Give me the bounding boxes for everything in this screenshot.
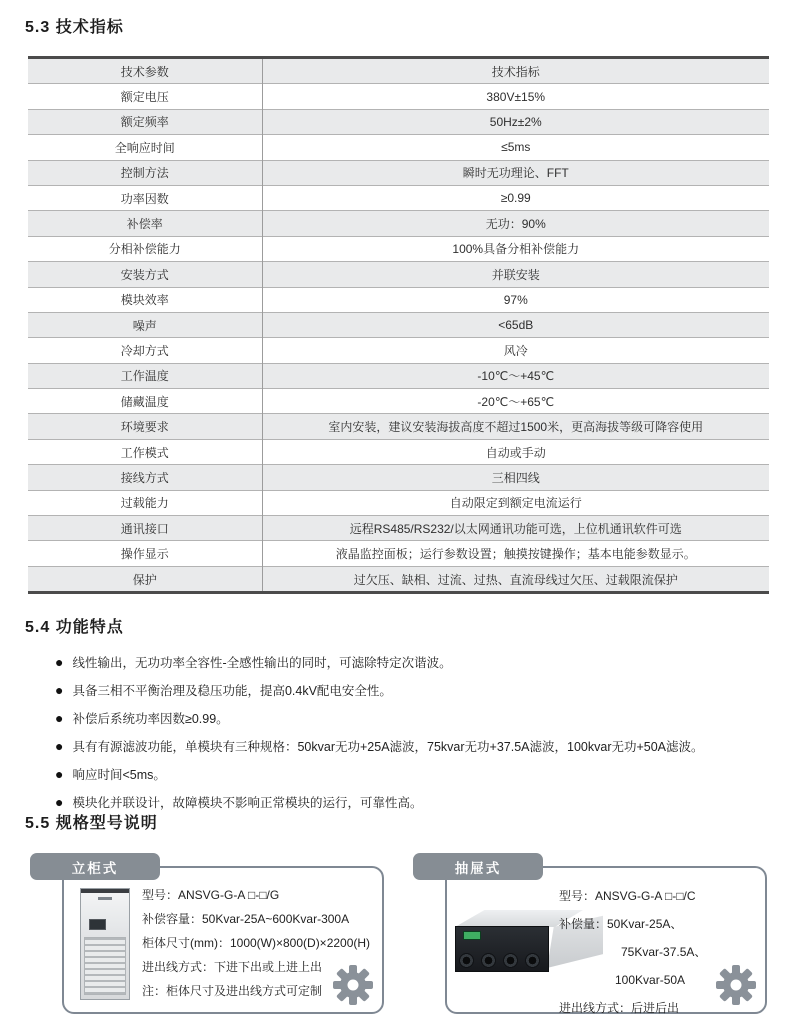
parameter-cell: 模块效率: [28, 287, 262, 312]
feature-text: 补偿后系统功率因数≥0.99。: [72, 712, 229, 726]
feature-list: [55, 648, 704, 816]
value-cell: 室内安装，建议安装海拔高度不超过1500米，更高海拔等级可降容使用: [328, 420, 704, 435]
parameter-cell: 工作温度: [28, 363, 262, 388]
module-fan: [525, 953, 540, 968]
table-row: [28, 109, 769, 134]
bullet-icon: ●: [55, 682, 64, 698]
parameter-cell: 安装方式: [28, 262, 262, 287]
technical-spec-table: [28, 56, 769, 594]
parameter-cell: 补偿率: [28, 211, 262, 236]
spec-line: 补偿容量：50Kvar-25A~600Kvar-300A: [142, 912, 350, 926]
parameter-cell: 噪声: [28, 312, 262, 337]
parameter-cell: 环境要求: [28, 414, 262, 439]
feature-item: [55, 704, 704, 732]
bullet-icon: ●: [55, 766, 64, 782]
table-row: [28, 414, 769, 439]
bullet-icon: ●: [55, 738, 64, 754]
value-cell: ≥0.99: [500, 191, 531, 206]
value-cell: 97%: [503, 292, 528, 307]
parameter-cell: 全响应时间: [28, 135, 262, 160]
cabinet-top-strip: [81, 889, 129, 893]
cabinet-logo: [98, 897, 112, 900]
table-row: [28, 490, 769, 515]
spec-line: 进出线方式：后进后出: [559, 1001, 680, 1015]
feature-item: [55, 732, 704, 760]
table-row: [28, 84, 769, 109]
parameter-cell: 工作模式: [28, 439, 262, 464]
cabinet-screen: [89, 919, 106, 930]
parameter-cell: 保护: [28, 566, 262, 592]
value-cell: 并联安装: [491, 267, 540, 282]
table-row: [28, 135, 769, 160]
value-cell: -20℃～+65℃: [477, 394, 555, 409]
value-cell: -10℃～+45℃: [477, 369, 555, 384]
drawer-type-box: [445, 860, 767, 1015]
feature-item: [55, 760, 704, 788]
spec-line: 柜体尺寸(mm)：1000(W)×800(D)×2200(H): [142, 936, 371, 950]
value-cell: 自动限定到额定电流运行: [449, 496, 582, 511]
feature-text: 具备三相不平衡治理及稳压功能，提高0.4kV配电安全性。: [72, 684, 392, 698]
column-header-parameter: 技术参数: [28, 58, 262, 84]
table-header-row: [28, 58, 769, 84]
value-cell: 100%具备分相补偿能力: [452, 242, 580, 257]
value-cell: 过欠压、缺相、过流、过热、直流母线过欠压、过载限流保护: [353, 572, 678, 587]
feature-text: 模块化并联设计，故障模块不影响正常模块的运行，可靠性高。: [72, 796, 423, 810]
spec-line: 100Kvar-50A: [615, 973, 686, 987]
spec-line: 进出线方式：下进下出或上进上出: [142, 960, 323, 974]
bullet-icon: ●: [55, 710, 64, 726]
table-row: [28, 287, 769, 312]
parameter-cell: 控制方法: [28, 160, 262, 185]
table-row: [28, 211, 769, 236]
table-row: [28, 312, 769, 337]
cabinet-type-box: [62, 860, 384, 1014]
gear-icon: [332, 964, 374, 1006]
spec-line: 补偿量：50Kvar-25A、: [559, 917, 683, 931]
parameter-cell: 额定电压: [28, 84, 262, 109]
module-front-face: [455, 926, 549, 972]
parameter-cell: 功率因数: [28, 185, 262, 210]
table-row: [28, 236, 769, 261]
feature-text: 响应时间<5ms。: [72, 768, 166, 782]
gear-icon: [715, 964, 757, 1006]
parameter-cell: 额定频率: [28, 109, 262, 134]
drawer-type-tab: 抽屉式: [413, 853, 543, 880]
parameter-cell: 通讯接口: [28, 516, 262, 541]
module-display-screen: [463, 931, 481, 940]
feature-text: 具有有源滤波功能，单模块有三种规格：50kvar无功+25A滤波，75kvar无功+37.5A滤波，100kvar无功+50A滤波。: [72, 740, 704, 754]
cabinet-type-tab: 立柜式: [30, 853, 160, 880]
table-row: [28, 185, 769, 210]
table-row: [28, 439, 769, 464]
drawer-spec-lines: [559, 882, 706, 1022]
module-fan: [481, 953, 496, 968]
table-row: [28, 516, 769, 541]
module-fan: [503, 953, 518, 968]
parameter-cell: 操作显示: [28, 541, 262, 566]
parameter-cell: 分相补偿能力: [28, 236, 262, 261]
value-cell: 风冷: [503, 343, 528, 358]
section-5-5-title: 5.5 规格型号说明: [25, 815, 158, 832]
value-cell: 无功：90%: [485, 217, 546, 232]
parameter-cell: 接线方式: [28, 465, 262, 490]
value-cell: 三相四线: [491, 470, 540, 485]
section-5-4-title: 5.4 功能特点: [25, 619, 124, 636]
spec-line: 注：柜体尺寸及进出线方式可定制: [142, 984, 323, 998]
table-row: [28, 541, 769, 566]
value-cell: 380V±15%: [486, 89, 546, 104]
value-cell: ≤5ms: [501, 140, 531, 155]
feature-item: [55, 676, 704, 704]
module-fan: [459, 953, 474, 968]
spec-line: 型号：ANSVG-G-A □-□/G: [142, 888, 280, 902]
spec-line: 75Kvar-37.5A、: [621, 945, 707, 959]
value-cell: 50Hz±2%: [489, 114, 542, 129]
table-row: [28, 160, 769, 185]
parameter-cell: 储藏温度: [28, 389, 262, 414]
table-row: [28, 465, 769, 490]
spec-line: 型号：ANSVG-G-A □-□/C: [559, 889, 696, 903]
parameter-cell: 过载能力: [28, 490, 262, 515]
table-row: [28, 389, 769, 414]
cabinet-vents: [84, 937, 126, 995]
table-row: [28, 566, 769, 592]
cabinet-product-image: [80, 888, 130, 1000]
feature-item: [55, 648, 704, 676]
value-cell: 瞬时无功理论、FFT: [462, 166, 569, 181]
feature-text: 线性输出，无功功率全容性-全感性输出的同时，可滤除特定次谐波。: [72, 656, 452, 670]
table-row: [28, 338, 769, 363]
value-cell: <65dB: [498, 318, 534, 333]
parameter-cell: 冷却方式: [28, 338, 262, 363]
bullet-icon: ●: [55, 794, 64, 810]
table-row: [28, 262, 769, 287]
value-cell: 自动或手动: [485, 445, 546, 460]
table-row: [28, 363, 769, 388]
value-cell: 远程RS485/RS232/以太网通讯功能可选，上位机通讯软件可选: [349, 521, 682, 536]
value-cell: 液晶监控面板；运行参数设置；触摸按键操作；基本电能参数显示。: [335, 547, 696, 562]
bullet-icon: ●: [55, 654, 64, 670]
section-5-3-title: 5.3 技术指标: [25, 19, 124, 36]
column-header-value: 技术指标: [491, 64, 540, 79]
